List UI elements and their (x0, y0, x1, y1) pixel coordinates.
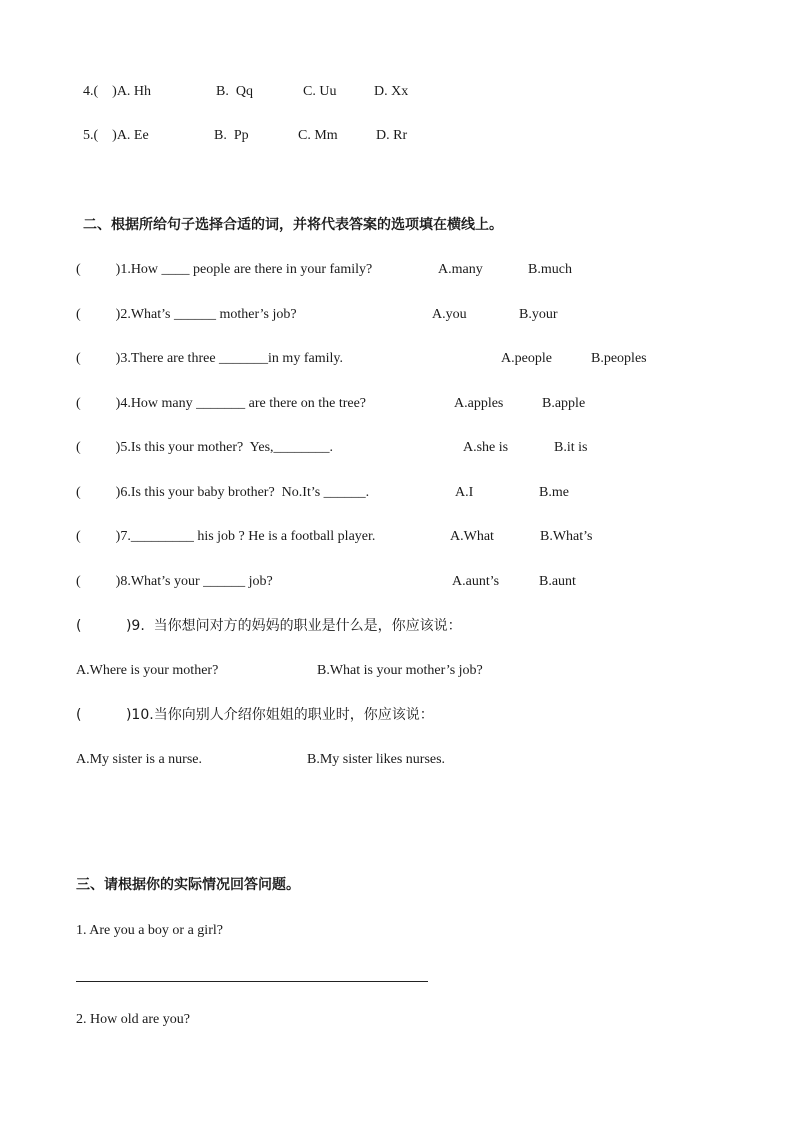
p2-q3-option-b: B.peoples (591, 351, 647, 366)
part2-heading: 二、根据所给句子选择合适的词，并将代表答案的选项填在横线上。 (83, 217, 503, 233)
p2-q9-option-b: B.What is your mother’s job? (317, 663, 483, 678)
p2-q6-option-a: A.I (455, 485, 474, 500)
p2-q1-option-b: B.much (528, 262, 572, 277)
p3-q1: 1. Are you a boy or a girl? (76, 923, 223, 938)
p3-q1-answer-line[interactable] (76, 981, 428, 982)
p2-q9-option-a: A.Where is your mother? (76, 663, 219, 678)
p2-q4-option-b: B.apple (542, 396, 586, 411)
q4-number-option-a: 4.( )A. Hh (83, 84, 152, 99)
p2-q5-option-a: A.she is (463, 440, 509, 455)
p2-q10-stem: ( )10.当你向别人介绍你姐姐的职业时，你应该说： (76, 707, 434, 723)
q5-number-option-a: 5.( )A. Ee (83, 128, 149, 143)
q5-option-d: D. Rr (376, 128, 408, 143)
p2-q7-option-a: A.What (450, 529, 494, 544)
p2-q1-option-a: A.many (438, 262, 483, 277)
p2-q8-option-b: B.aunt (539, 574, 576, 589)
part3-heading: 三、请根据你的实际情况回答问题。 (76, 877, 300, 893)
p2-q8-option-a: A.aunt’s (452, 574, 500, 589)
q5-option-c: C. Mm (298, 128, 338, 143)
q4-option-c: C. Uu (303, 84, 337, 99)
p2-q8-stem: ( )8.What’s your ______ job? (76, 574, 273, 589)
p2-q9-stem: ( )9. 当你想问对方的妈妈的职业是什么是，你应该说： (76, 618, 462, 634)
p2-q7-option-b: B.What’s (540, 529, 593, 544)
p2-q6-stem: ( )6.Is this your baby brother? No.It’s ______. (76, 485, 370, 500)
p2-q10-option-b: B.My sister likes nurses. (307, 752, 446, 767)
p2-q10-option-a: A.My sister is a nurse. (76, 752, 202, 767)
p2-q2-stem: ( )2.What’s ______ mother’s job? (76, 307, 297, 322)
p2-q4-option-a: A.apples (454, 396, 504, 411)
p2-q3-stem: ( )3.There are three _______in my family. (76, 351, 343, 366)
p2-q3-option-a: A.people (501, 351, 552, 366)
q4-option-d: D. Xx (374, 84, 409, 99)
p3-q2: 2. How old are you? (76, 1012, 190, 1027)
p2-q2-option-b: B.your (519, 307, 558, 322)
p2-q2-option-a: A.you (432, 307, 467, 322)
p2-q7-stem: ( )7._________ his job ? He is a football player. (76, 529, 376, 544)
p2-q6-option-b: B.me (539, 485, 569, 500)
q4-option-b: B. Qq (216, 84, 253, 99)
p2-q5-stem: ( )5.Is this your mother? Yes,________. (76, 440, 334, 455)
p2-q5-option-b: B.it is (554, 440, 588, 455)
q5-option-b: B. Pp (214, 128, 249, 143)
p2-q4-stem: ( )4.How many _______ are there on the tree? (76, 396, 367, 411)
p2-q1-stem: ( )1.How ____ people are there in your family? (76, 262, 373, 277)
